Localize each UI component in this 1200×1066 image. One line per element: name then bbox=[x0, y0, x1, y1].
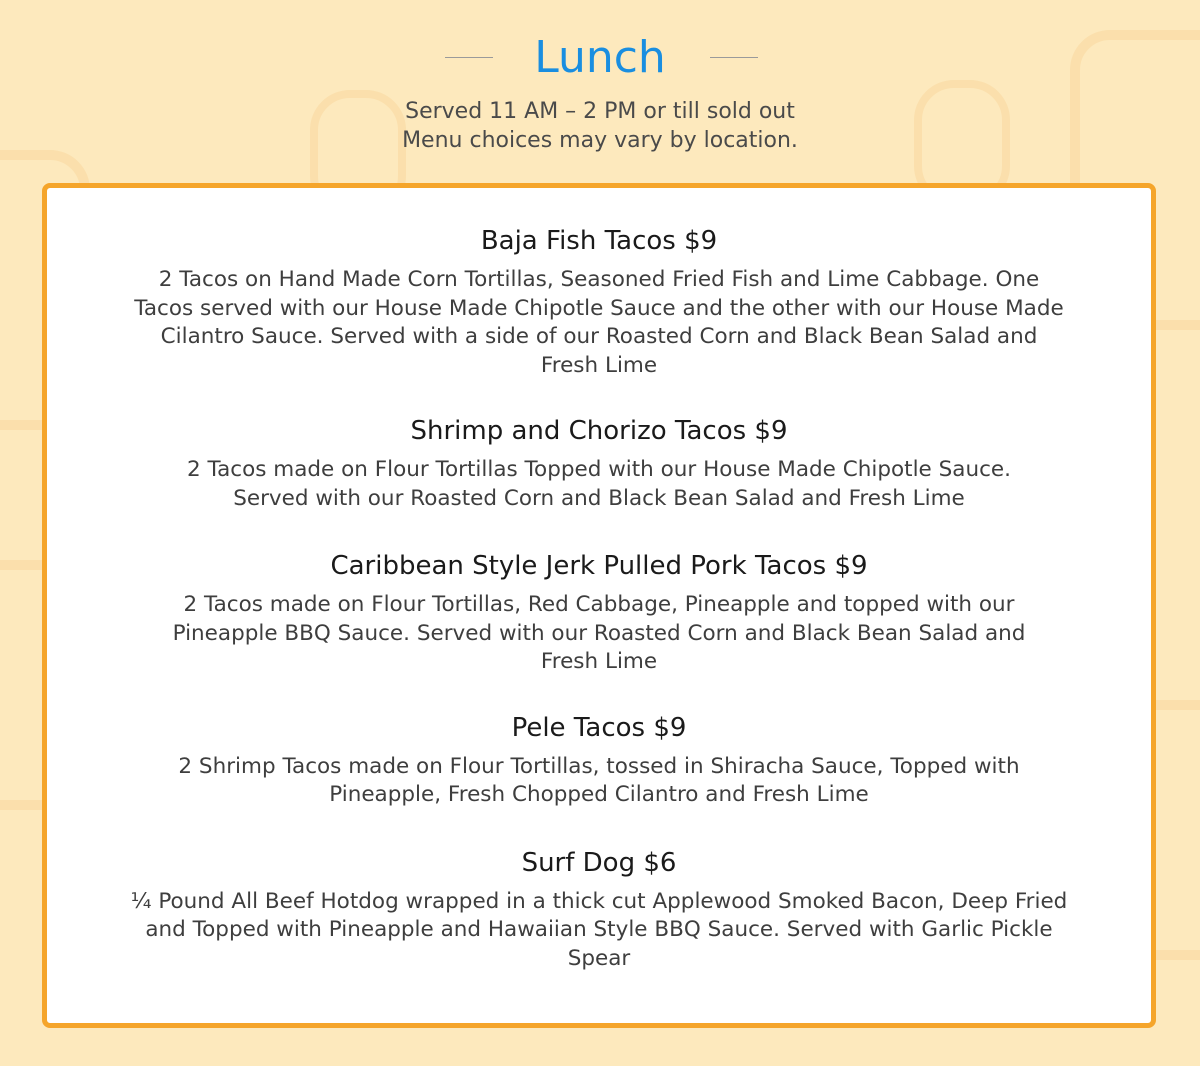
menu-item bbox=[47, 549, 1151, 677]
menu-item-description: 2 Tacos made on Flour Tortillas Topped with our House Made Chipotle Sauce. Served with our Roasted Corn and Black Bean Salad and Fresh Lime bbox=[187, 457, 1011, 511]
menu-item-description: ¼ Pound All Beef Hotdog wrapped in a thick cut Applewood Smoked Bacon, Deep Fried and Topped with Pineapple and Hawaiian Style BBQ Sauce. Served with Garlic Pickle Spear bbox=[130, 888, 1068, 971]
menu-card bbox=[42, 183, 1156, 1028]
page-title: Lunch bbox=[534, 32, 666, 83]
menu-item bbox=[47, 414, 1151, 513]
location-note: Menu choices may vary by location. bbox=[402, 128, 798, 153]
menu-item-name: Surf Dog $6 bbox=[521, 847, 677, 878]
menu-list bbox=[47, 224, 1151, 973]
menu-item-name: Caribbean Style Jerk Pulled Pork Tacos $9 bbox=[330, 551, 868, 581]
menu-item-name: Shrimp and Chorizo Tacos $9 bbox=[410, 416, 788, 446]
menu-item bbox=[47, 846, 1151, 974]
menu-item bbox=[47, 224, 1151, 380]
menu-item-name: Baja Fish Tacos $9 bbox=[480, 226, 718, 256]
menu-item-description: 2 Shrimp Tacos made on Flour Tortillas, tossed in Shiracha Sauce, Topped with Pineapple, Fresh Chopped Cilantro and Fresh Lime bbox=[178, 753, 1020, 807]
menu-item-name: Pele Tacos $9 bbox=[511, 712, 687, 743]
menu-item-description: 2 Tacos made on Flour Tortillas, Red Cabbage, Pineapple and topped with our Pineapple BBQ Sauce. Served with our Roasted Corn and Black Bean Salad and Fresh Lime bbox=[172, 592, 1026, 674]
service-hours: Served 11 AM – 2 PM or till sold out bbox=[405, 99, 795, 124]
menu-item bbox=[47, 711, 1151, 810]
title-divider-right bbox=[710, 57, 758, 58]
service-hours-note bbox=[0, 97, 1200, 155]
title-row bbox=[0, 28, 1200, 88]
menu-item-description: 2 Tacos on Hand Made Corn Tortillas, Seasoned Fried Fish and Lime Cabbage. One Tacos served with our House Made Chipotle Sauce and the other with our House Made Cilantro Sauce. Served with a side of our Roasted Corn and Black Bean Salad and Fresh Lime bbox=[134, 267, 1064, 378]
